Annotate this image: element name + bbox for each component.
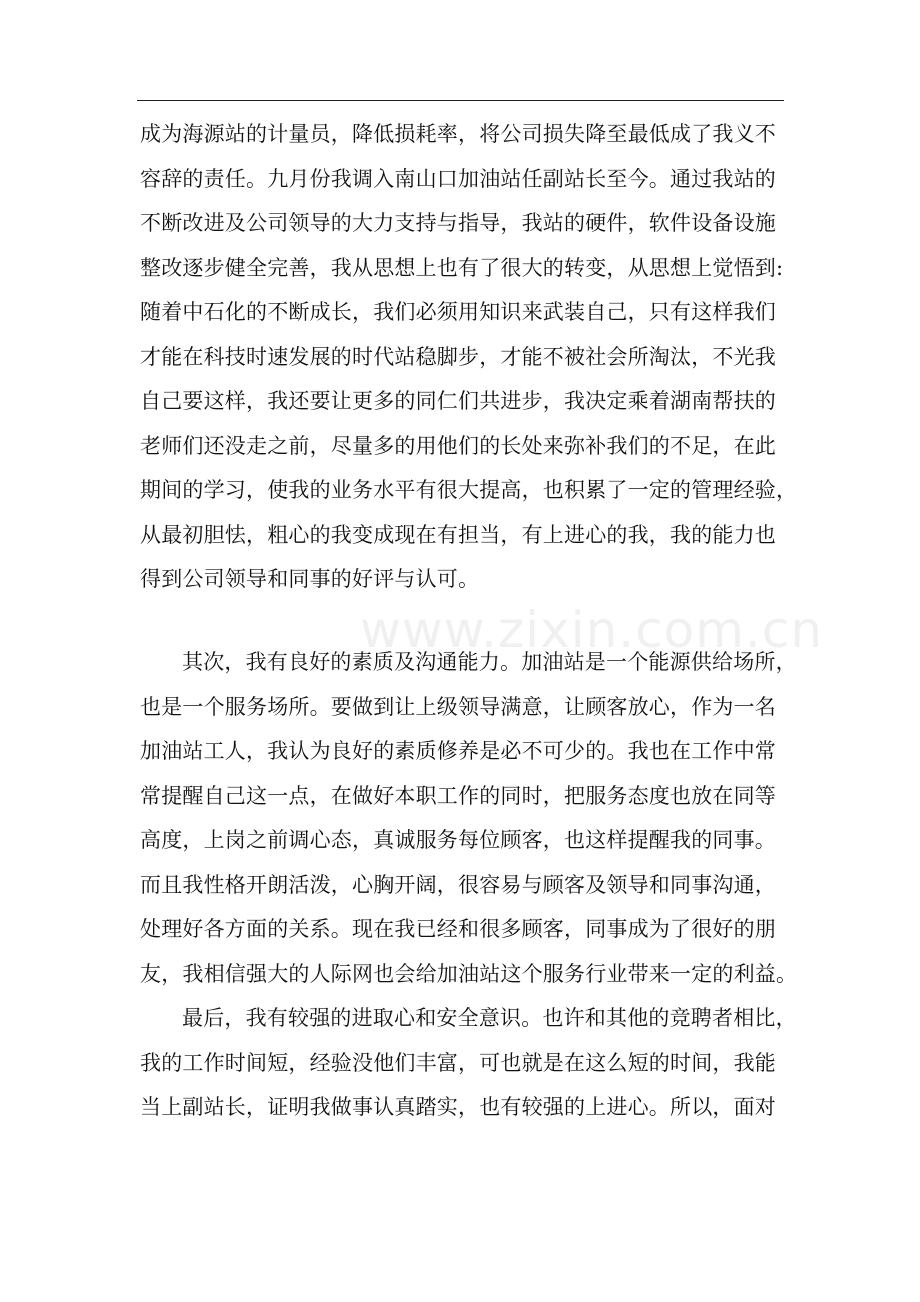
text-line: 常提醒自己这一点，在做好本职工作的同时，把服务态度也放在同等 (140, 784, 776, 808)
paragraph-first-line: 最后，我有较强的进取心和安全意识。也许和其他的竞聘者相比， (182, 1006, 797, 1030)
text-line: 不断改进及公司领导的大力支持与指导，我站的硬件，软件设备设施 (140, 211, 776, 235)
text-line: 而且我性格开朗活泼，心胸开阔，很容易与顾客及领导和同事沟通， (140, 873, 776, 897)
text-line: 也是一个服务场所。要做到让上级领导满意，让顾客放心，作为一名 (140, 695, 776, 719)
text-line: 老师们还没走之前，尽量多的用他们的长处来弥补我们的不足，在此 (140, 434, 776, 458)
text-line: 得到公司领导和同事的好评与认可。 (140, 567, 480, 591)
text-line: 我的工作时间短，经验没他们丰富，可也就是在这么短的时间，我能 (140, 1051, 776, 1075)
text-line: 整改逐步健全完善，我从思想上也有了很大的转变，从思想上觉悟到: (140, 256, 784, 280)
text-line: 当上副站长，证明我做事认真踏实，也有较强的上进心。所以，面对 (140, 1095, 776, 1119)
text-line: 期间的学习，使我的业务水平有很大提高，也积累了一定的管理经验， (140, 478, 798, 502)
text-line: 成为海源站的计量员，降低损耗率，将公司损失降至最低成了我义不 (140, 122, 776, 146)
text-line: 随着中石化的不断成长，我们必须用知识来武装自己，只有这样我们 (140, 300, 776, 324)
watermark: www.zixin.com.cn (360, 601, 824, 659)
text-line: 加油站工人，我认为良好的素质修养是必不可少的。我也在工作中常 (140, 739, 776, 763)
text-line: 从最初胆怯，粗心的我变成现在有担当，有上进心的我，我的能力也 (140, 523, 776, 547)
text-line: 容辞的责任。九月份我调入南山口加油站任副站长至今。通过我站的 (140, 167, 776, 191)
header-rule (137, 100, 784, 101)
paragraph-first-line: 其次，我有良好的素质及沟通能力。加油站是一个能源供给场所， (182, 650, 797, 674)
text-line: 自己要这样，我还要让更多的同仁们共进步，我决定乘着湖南帮扶的 (140, 389, 776, 413)
text-line: 才能在科技时速发展的时代站稳脚步，才能不被社会所淘汰，不光我 (140, 345, 776, 369)
text-line: 处理好各方面的关系。现在我已经和很多顾客，同事成为了很好的朋 (140, 917, 776, 941)
text-line: 高度，上岗之前调心态，真诚服务每位顾客，也这样提醒我的同事。 (140, 828, 776, 852)
text-line: 友，我相信强大的人际网也会给加油站这个服务行业带来一定的利益。 (140, 962, 798, 986)
